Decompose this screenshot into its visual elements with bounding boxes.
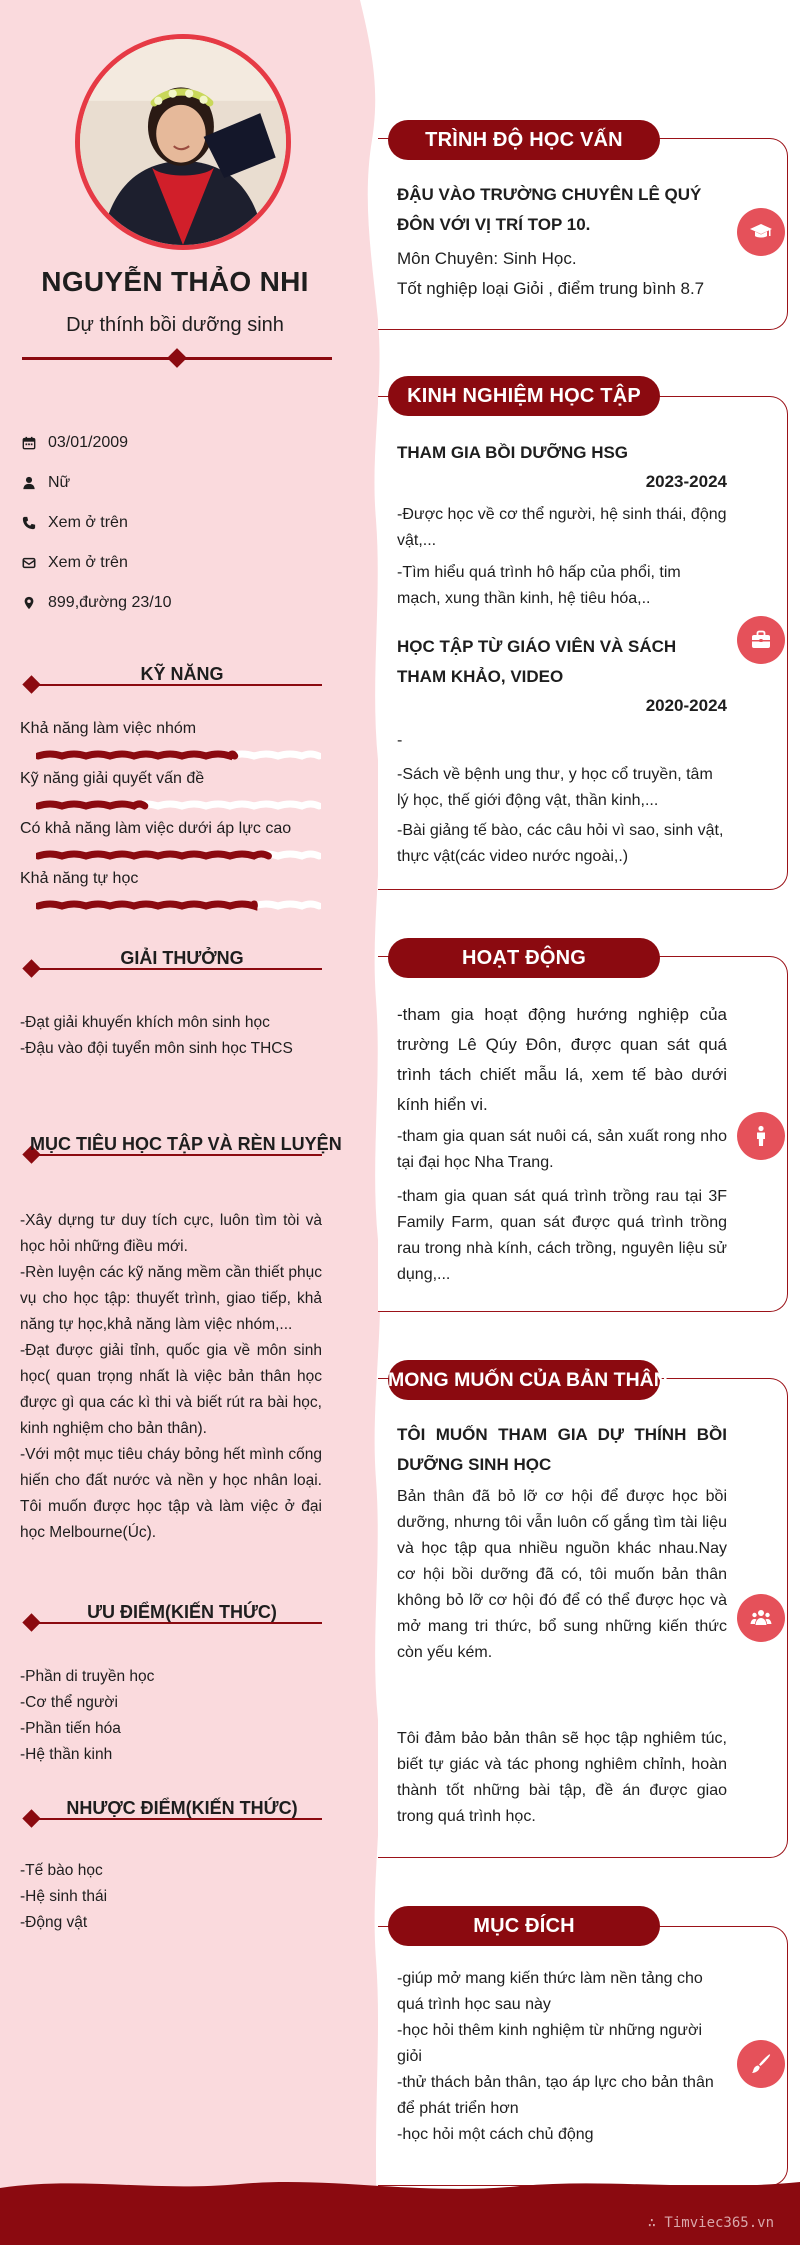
goals-list bbox=[20, 1208, 322, 1546]
name-divider bbox=[22, 350, 332, 366]
goals-title: MỤC TIÊU HỌC TẬP VÀ RÈN LUYỆN bbox=[30, 1134, 342, 1154]
graduation-cap-icon bbox=[737, 208, 785, 256]
info-gender bbox=[20, 474, 70, 492]
awards-title: GIẢI THƯỞNG bbox=[120, 948, 244, 968]
strength-item: -Phần tiến hóa bbox=[20, 1720, 121, 1737]
weaknesses-list bbox=[20, 1858, 322, 1936]
avatar-photo bbox=[80, 39, 286, 245]
strengths-title: ƯU ĐIỂM(KIẾN THỨC) bbox=[87, 1602, 277, 1622]
experience-years: 2020-2024 bbox=[645, 696, 727, 715]
award-item: -Đậu vào đội tuyển môn sinh học THCS bbox=[20, 1040, 293, 1057]
brush-icon bbox=[737, 2040, 785, 2088]
candidate-subtitle: Dự thính bồi dưỡng sinh bbox=[66, 314, 284, 336]
awards-heading bbox=[22, 948, 322, 970]
info-birthdate bbox=[20, 434, 128, 452]
candidate-name: NGUYỄN THẢO NHI bbox=[41, 266, 309, 297]
weaknesses-title: NHƯỢC ĐIỂM(KIẾN THỨC) bbox=[66, 1798, 298, 1818]
goals-heading bbox=[22, 1134, 342, 1156]
experience-line: - bbox=[397, 732, 403, 749]
activity-item: -tham gia hoạt động hướng nghiệp của trường Lê Qúy Đôn, được quan sát quá trình tách chiết mẫu lá, xem tế bào dưới kính hiển vi. bbox=[397, 1005, 727, 1114]
person-icon bbox=[737, 1112, 785, 1160]
experience-heading: THAM GIA BỒI DƯỠNG HSG bbox=[397, 443, 629, 462]
strength-item: -Hệ thần kinh bbox=[20, 1746, 113, 1763]
education-headline: ĐẬU VÀO TRƯỜNG CHUYÊN LÊ QUÝ ĐÔN VỚI VỊ TRÍ TOP 10. bbox=[397, 185, 702, 234]
users-icon bbox=[737, 1594, 785, 1642]
phone-icon bbox=[20, 516, 38, 530]
skill-label: Khả năng làm việc nhóm bbox=[20, 720, 197, 737]
purpose-item: -học hỏi một cách chủ động bbox=[397, 2126, 594, 2143]
education-title: TRÌNH ĐỘ HỌC VẤN bbox=[388, 120, 660, 160]
skill-label: Khả năng tự học bbox=[20, 870, 139, 887]
education-line: Môn Chuyên: Sinh Học. bbox=[397, 249, 577, 268]
strength-item: -Phần di truyền học bbox=[20, 1668, 155, 1685]
experience-lines bbox=[397, 728, 727, 870]
weakness-item: -Tế bào học bbox=[20, 1862, 103, 1879]
strengths-heading bbox=[22, 1602, 322, 1624]
wishes-headline: TÔI MUỐN THAM GIA DỰ THÍNH BỒI DƯỠNG SINH HỌC bbox=[397, 1425, 727, 1474]
activity-item: -tham gia quan sát quá trình trồng rau tại 3F Family Farm, quan sát được quá trình trồng rau trong nhà kính, cách trồng, nguyên liệu sử dụng,... bbox=[397, 1188, 727, 1283]
skill-bar bbox=[36, 898, 321, 914]
experience-line: -Tìm hiểu quá trình hô hấp của phổi, tim mạch, xung thần kinh, hệ tiêu hóa,.. bbox=[397, 564, 681, 607]
experience-years: 2023-2024 bbox=[645, 472, 727, 491]
purpose-item: -thử thách bản thân, tạo áp lực cho bản thân để phát triển hơn bbox=[397, 2074, 714, 2117]
info-email bbox=[20, 554, 128, 572]
purpose-item: -học hỏi thêm kinh nghiệm từ những người giỏi bbox=[397, 2022, 703, 2065]
purpose-item: -giúp mở mang kiến thức làm nền tảng cho quá trình học sau này bbox=[397, 1970, 703, 2013]
skill-label: Có khả năng làm việc dưới áp lực cao bbox=[20, 820, 292, 837]
skill-bar bbox=[36, 748, 321, 764]
skill-fill bbox=[38, 754, 235, 756]
experience-line: -Bài giảng tế bào, các câu hỏi vì sao, sinh vật, thực vật(các video nước ngoài,.) bbox=[397, 822, 724, 865]
awards-list bbox=[20, 1010, 322, 1062]
strength-item: -Cơ thể người bbox=[20, 1694, 118, 1711]
experience-heading: HỌC TẬP TỪ GIÁO VIÊN VÀ SÁCH THAM KHẢO, VIDEO bbox=[397, 637, 677, 686]
goal-item: -Với một mục tiêu cháy bỏng hết mình cống hiến cho đất nước và nền y học nhân loại. Tôi muốn được học tập và làm việc ở đại học Melbourne(Úc). bbox=[20, 1446, 322, 1541]
skill-bar bbox=[36, 848, 321, 864]
weakness-item: -Động vật bbox=[20, 1914, 88, 1931]
wishes-paragraph: Tôi đảm bảo bản thân sẽ học tập nghiêm túc, biết tự giác và tác phong nghiêm chỉnh, hoàn thành tốt những bài tập, đề án được giao trong quá trình học. bbox=[397, 1730, 727, 1825]
purpose-list bbox=[397, 1966, 727, 2148]
skill-label: Kỹ năng giải quyết vấn đề bbox=[20, 770, 205, 787]
info-address bbox=[20, 594, 172, 612]
skill-fill bbox=[38, 804, 145, 806]
calendar-icon bbox=[20, 436, 38, 450]
info-address-text: 899,đường 23/10 bbox=[48, 594, 172, 611]
skills-heading bbox=[22, 664, 322, 686]
info-birthdate-text: 03/01/2009 bbox=[48, 434, 129, 451]
activity-item: -tham gia quan sát nuôi cá, sản xuất rong nho tại đại học Nha Trang. bbox=[397, 1128, 727, 1171]
education-line: Tốt nghiệp loại Giỏi , điểm trung bình 8.7 bbox=[397, 279, 705, 298]
goal-item: -Đạt được giải tỉnh, quốc gia về môn sinh học( quan trọng nhất là việc bản thân học được gì qua các kì thi và biết rút ra bài học, kinh nghiệm cho bản thân). bbox=[20, 1342, 322, 1437]
experience-line: -Sách về bệnh ung thư, y học cổ truyền, tâm lý học, thế giới động vật, thần kinh,... bbox=[397, 766, 713, 809]
weakness-item: -Hệ sinh thái bbox=[20, 1888, 108, 1905]
activities-title: HOẠT ĐỘNG bbox=[388, 938, 660, 978]
info-phone bbox=[20, 514, 128, 532]
experience-line: -Được học về cơ thể người, hệ sinh thái, động vật,... bbox=[397, 506, 727, 549]
award-item: -Đạt giải khuyến khích môn sinh học bbox=[20, 1014, 270, 1031]
location-icon bbox=[20, 596, 38, 610]
goal-item: -Rèn luyện các kỹ năng mềm cần thiết phục vụ cho học tập: thuyết trình, giao tiếp, khả năng tự học,khả năng làm việc nhóm,... bbox=[20, 1264, 322, 1333]
skills-title: KỸ NĂNG bbox=[140, 664, 224, 684]
avatar bbox=[75, 34, 291, 250]
skill-bar bbox=[36, 798, 321, 814]
info-gender-text: Nữ bbox=[48, 474, 71, 491]
skill-fill bbox=[38, 904, 254, 906]
email-icon bbox=[20, 556, 38, 570]
footer-wave bbox=[0, 2170, 800, 2245]
experience-title: KINH NGHIỆM HỌC TẬP bbox=[388, 376, 660, 416]
info-email-text: Xem ở trên bbox=[48, 554, 128, 571]
purpose-title: MỤC ĐÍCH bbox=[388, 1906, 660, 1946]
weaknesses-heading bbox=[22, 1798, 322, 1820]
wishes-paragraph: Bản thân đã bỏ lỡ cơ hội để được học bồi dưỡng, nhưng tôi vẫn luôn cố gắng tìm tài liệu và học tập qua nhiều nguồn khác nhau.Nay cơ hội bồi dưỡng đã có, tôi muốn bản thân không bỏ lỡ cơ hội đó để có thể được học và mở mang tri thức, bổ sung những kiến thức còn yếu kém. bbox=[397, 1488, 727, 1661]
watermark: ∴ Timviec365.vn bbox=[647, 2215, 774, 2231]
briefcase-icon bbox=[737, 616, 785, 664]
strengths-list bbox=[20, 1664, 322, 1768]
experience-lines bbox=[397, 502, 727, 612]
user-icon bbox=[20, 476, 38, 490]
skill-fill bbox=[38, 854, 268, 856]
goal-item: -Xây dựng tư duy tích cực, luôn tìm tòi và học hỏi những điều mới. bbox=[20, 1212, 322, 1255]
wishes-title: MONG MUỐN CỦA BẢN THÂN bbox=[388, 1360, 660, 1400]
info-phone-text: Xem ở trên bbox=[48, 514, 128, 531]
